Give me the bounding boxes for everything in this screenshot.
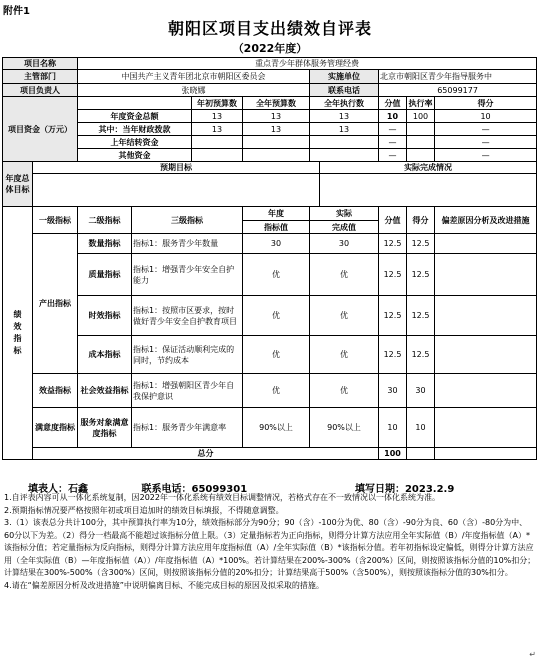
score-col-header: 分值: [379, 207, 407, 234]
score-cell: 12.5: [379, 254, 407, 296]
total-begin: 13: [192, 110, 243, 123]
note-item: 1.自评表内容可从一体化系统复制，因2022年一体化系统有绩效目标调整情况，若格式存在不一致情况以一体化系统为准。: [4, 493, 440, 502]
page-title: 朝阳区项目支出绩效自评表: [167, 19, 372, 38]
deviation-header: 偏差原因分析及改进措施: [435, 207, 537, 234]
lvl2-header: 二级指标: [78, 207, 132, 234]
other-fund-label: 其他资金: [78, 149, 192, 162]
fiscal-get: —: [435, 123, 537, 136]
full-exec-header: 全年执行数: [310, 97, 379, 110]
get-cell: 12.5: [407, 336, 435, 374]
deviation-cell: [435, 374, 537, 408]
lvl2-cell: 服务对象满意度指标: [78, 408, 132, 448]
lvl2-cell: 成本指标: [78, 336, 132, 374]
lvl3-cell: 指标1：增强青少年安全自护能力: [132, 254, 243, 296]
last-year-label: 上年结转资金: [78, 136, 192, 149]
impl-value: 北京市朝阳区青少年指导服务中: [379, 70, 537, 84]
actual-cell: 优: [310, 336, 379, 374]
score-cell: 12.5: [379, 234, 407, 254]
score-cell: 12.5: [379, 296, 407, 336]
total-rate: 100: [407, 110, 435, 123]
get-cell: 10: [407, 408, 435, 448]
total-score-label: 总分: [33, 448, 379, 460]
score-cell: 10: [379, 408, 407, 448]
lvl3-cell: 指标1：保证活动顺利完成的同时，节约成本: [132, 336, 243, 374]
benefit-indicator: 效益指标: [33, 374, 78, 408]
expected-goal-content: [33, 174, 320, 207]
leader-value: 张晓娜: [78, 84, 310, 97]
deviation-cell: [435, 408, 537, 448]
project-name-label: 项目名称: [3, 58, 78, 70]
fund-blank: [78, 97, 192, 110]
fill-date: 填写日期：2023.2.9: [354, 484, 455, 495]
exec-rate-header: 执行率: [408, 98, 433, 108]
project-name-value: 重点青少年群体服务管理经费: [78, 58, 537, 70]
deviation-cell: [435, 336, 537, 374]
last-year-score: —: [379, 136, 407, 149]
dept-label: 主管部门: [3, 70, 78, 84]
lvl3-cell: 指标1：服务青少年满意率: [132, 408, 243, 448]
total-score-value: 100: [379, 448, 407, 460]
full-budget-header: 全年预算数: [243, 97, 310, 110]
actual-cell: 优: [310, 296, 379, 336]
fund-label: 项目资金（万元）: [3, 97, 78, 162]
dept-value: 中国共产主义青年团北京市朝阳区委员会: [78, 70, 310, 84]
get-cell: 30: [407, 374, 435, 408]
target-val-header: 指标值: [243, 221, 310, 234]
actual-cell: 优: [310, 374, 379, 408]
target-cell: 优: [243, 254, 310, 296]
actual-done-content: [320, 174, 537, 207]
score-header: 分值: [379, 97, 407, 110]
output-indicator: 产出指标: [33, 234, 78, 374]
attachment-label: 附件1: [3, 6, 30, 17]
score-cell: 30: [379, 374, 407, 408]
phone-value: 65099177: [379, 84, 537, 97]
phone-label: 联系电话: [310, 84, 379, 97]
annual-header: 年度: [243, 207, 310, 221]
get-cell: 12.5: [407, 234, 435, 254]
fiscal-label: 其中：当年财政拨款: [78, 123, 192, 136]
other-score: —: [379, 149, 407, 162]
lvl2-cell: 质量指标: [78, 254, 132, 296]
get-cell: 12.5: [407, 254, 435, 296]
impl-label: 实施单位: [310, 70, 379, 84]
fiscal-full: 13: [243, 123, 310, 136]
lvl3-header: 三级指标: [132, 207, 243, 234]
last-year-get: —: [435, 136, 537, 149]
notes-section: [4, 492, 536, 592]
lvl1-header: 一级指标: [33, 207, 78, 234]
leader-label: 项目负责人: [3, 84, 78, 97]
total-score: 10: [379, 110, 407, 123]
filler-phone: 联系电话：65099301: [141, 484, 248, 495]
perf-indicator-label: 绩效指标: [3, 207, 33, 460]
total-exec: 13: [310, 110, 379, 123]
target-cell: 优: [243, 374, 310, 408]
score-cell: 12.5: [379, 336, 407, 374]
target-cell: 优: [243, 296, 310, 336]
lvl3-cell: 指标1：按照市区要求，按时做好青少年安全自护教育项目: [132, 296, 243, 336]
target-cell: 30: [243, 234, 310, 254]
note-item: 4.请在“偏差原因分析及改进措施”中说明偏离目标、不能完成目标的原因及拟采取的措施。: [4, 580, 324, 590]
lvl3-cell: 指标1：服务青少年数量: [132, 234, 243, 254]
lvl2-cell: 社会效益指标: [78, 374, 132, 408]
fiscal-score: —: [379, 123, 407, 136]
actual-cell: 优: [310, 254, 379, 296]
fiscal-rate: [407, 123, 435, 136]
get-cell: 12.5: [407, 296, 435, 336]
deviation-cell: [435, 254, 537, 296]
deviation-cell: [435, 234, 537, 254]
fiscal-exec: 13: [310, 123, 379, 136]
other-get: —: [435, 149, 537, 162]
note-item: 3.（1）该表总分共计100分，其中预算执行率为10分，绩效指标部分为90分；90（含）-100分为优、80（含）-90分为良、60（含）-80分为中、60分以下为差。（2）得分一档最高不能超过该指标分值上限。（3）定量指标若为正向指标，则得分计算方法应用全年实际值（B）/年度指标值（A）*该指标分值；若定量指标为反向指标，则得分计算方法应用年度指标值（A）/全年实际值（B）*该指标分值。若年初指标设定偏低，则得分计算方法应用（全年实际值（B）—年度指标值（A））/年度指标值（A）*100%。若计算结果在200%-300%（含200%）区间，则按照该指标分值的10%扣分；计算结果在300%-500%（含300%）区间，则按照该指标分值的20%扣分；计算结果高于500%（含500%），则按照该指标分值的30%扣分。: [4, 518, 536, 577]
get-score-header: 得分: [435, 97, 537, 110]
begin-budget-header: 年初预算数: [192, 97, 243, 110]
deviation-cell: [435, 296, 537, 336]
lvl2-cell: 数量指标: [78, 234, 132, 254]
report-year: （2022年度）: [232, 42, 308, 55]
actual-header: 实际: [310, 207, 379, 221]
target-cell: 90%以上: [243, 408, 310, 448]
actual-cell: 90%以上: [310, 408, 379, 448]
get-col-header: 得分: [407, 207, 435, 234]
done-val-header: 完成值: [310, 221, 379, 234]
note-item: 2.预期指标情况要严格按照年初或项目追加时的绩效目标填报，不得随意调整。: [4, 505, 284, 515]
total-full: 13: [243, 110, 310, 123]
lvl3-cell: 指标1：增强朝阳区青少年自我保护意识: [132, 374, 243, 408]
total-fund-label: 年度资金总额: [78, 110, 192, 123]
satisfaction-indicator: 满意度指标: [33, 408, 78, 448]
actual-cell: 30: [310, 234, 379, 254]
paragraph-mark-icon: ↵: [529, 650, 536, 659]
total-get: 10: [435, 110, 537, 123]
lvl2-cell: 时效指标: [78, 296, 132, 336]
self-evaluation-table: [2, 57, 537, 460]
target-cell: 优: [243, 336, 310, 374]
actual-done-header: 实际完成情况: [320, 162, 537, 174]
filler-name: 填表人：石鑫: [28, 484, 88, 495]
expected-goal-header: 预期目标: [33, 162, 320, 174]
overall-goal-label: 年度总体目标: [3, 162, 33, 207]
fiscal-begin: 13: [192, 123, 243, 136]
